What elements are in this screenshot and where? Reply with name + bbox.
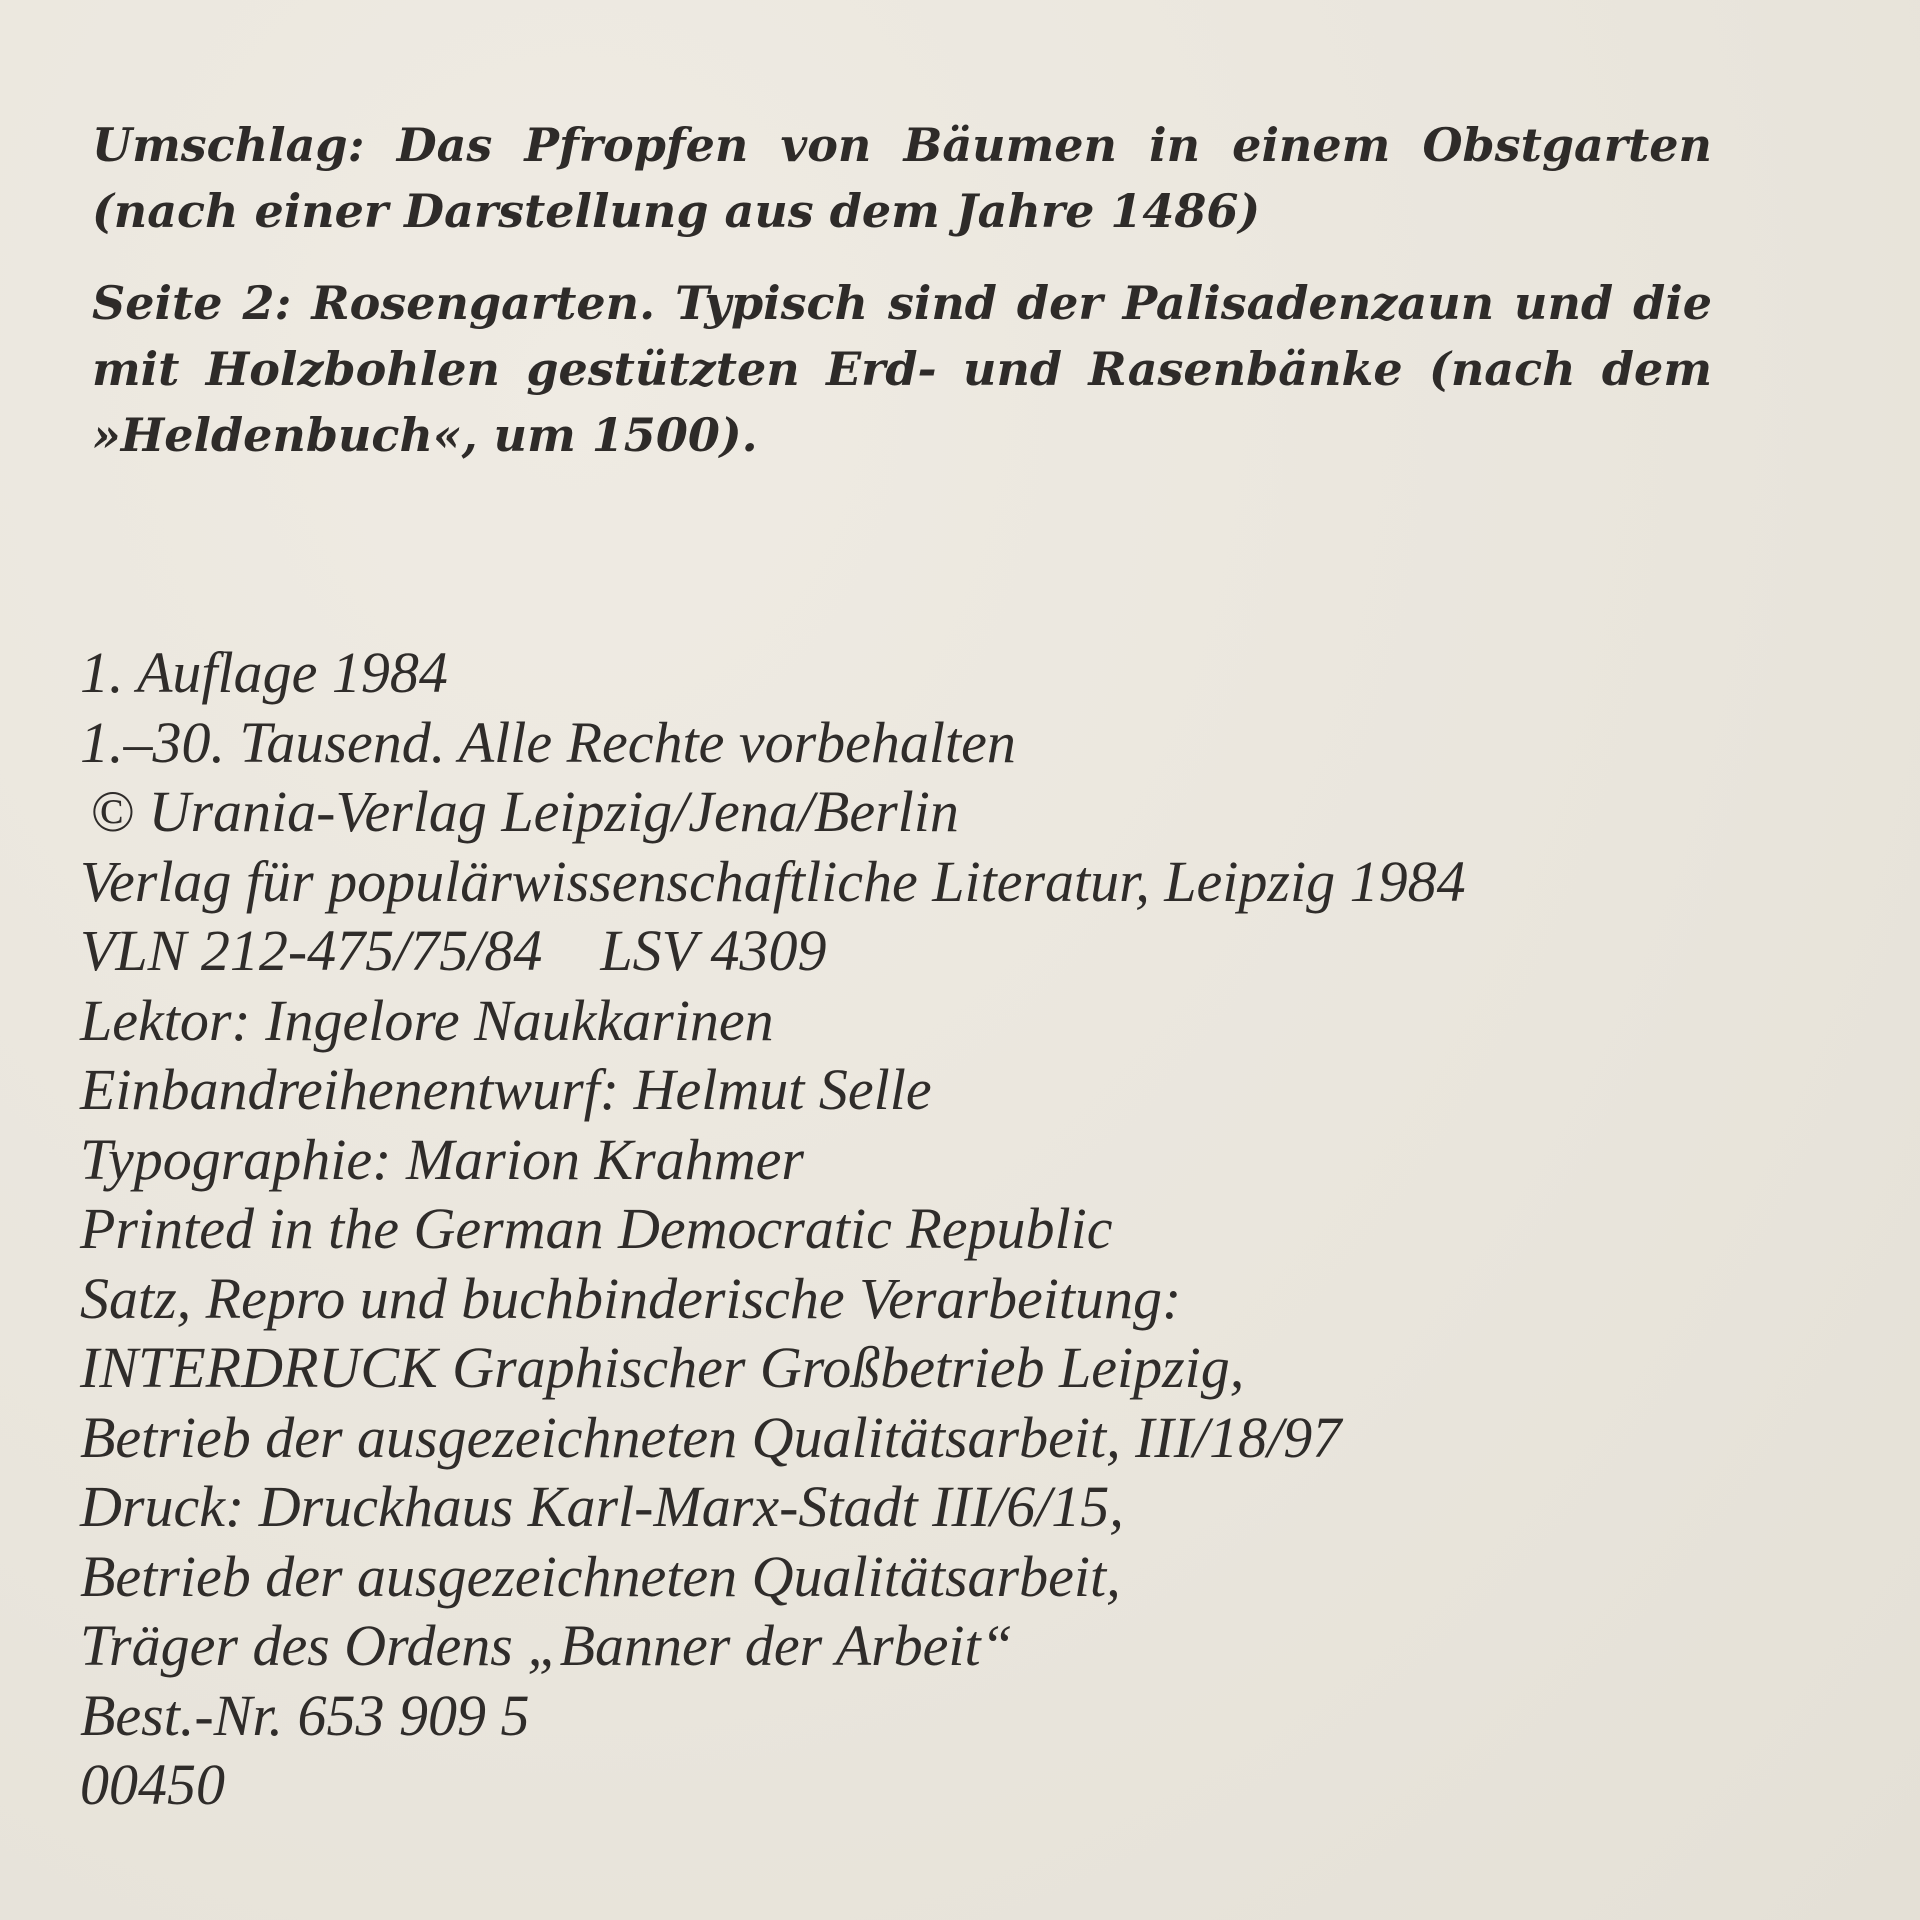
typography-line: Typographie: Marion Krahmer <box>80 1126 804 1192</box>
cover-caption: Umschlag: Das Pfropfen von Bäumen in einem Obstgarten (nach einer Darstellung aus dem Jahre 1486) <box>92 118 1712 238</box>
printed-in-line: Printed in the German Democratic Republic <box>80 1196 1113 1261</box>
vln-number: VLN 212-475/75/84 <box>80 918 543 983</box>
binding-design-line: Einbandreihenentwurf: Helmut Selle <box>80 1057 932 1122</box>
print-run-line: 1.–30. Tausend. Alle Rechte vorbehalten <box>80 709 1016 775</box>
interdruck-line: INTERDRUCK Graphischer Großbetrieb Leipzig, <box>80 1335 1245 1400</box>
printing-line: Druck: Druckhaus Karl-Marx-Stadt III/6/15, <box>80 1474 1124 1539</box>
publisher-line: Verlag für populärwissenschaftliche Literatur, Leipzig 1984 <box>80 848 1466 914</box>
interdruck-award-line: Betrieb der ausgezeichneten Qualitätsarbeit, III/18/97 <box>80 1404 1342 1470</box>
typesetting-line: Satz, Repro und buchbinderische Verarbeitung: <box>80 1265 1182 1331</box>
editor-line: Lektor: Ingelore Naukkarinen <box>80 987 774 1053</box>
copyright-line: © Urania-Verlag Leipzig/Jena/Berlin <box>90 779 959 844</box>
edition-line: 1. Auflage 1984 <box>80 640 448 705</box>
page2-caption: Seite 2: Rosengarten. Typisch sind der Palisadenzaun und die mit Holzbohlen gestützten Erd- und Rasenbänke (nach dem »Heldenbuch«, um 1500). <box>92 276 1712 462</box>
order-banner-line: Träger des Ordens „Banner der Arbeit“ <box>80 1613 1013 1678</box>
price-code-line: 00450 <box>80 1752 225 1817</box>
license-line <box>80 916 1780 986</box>
printing-award-line: Betrieb der ausgezeichneten Qualitätsarbeit, <box>80 1543 1121 1609</box>
lsv-number: LSV 4309 <box>600 918 827 983</box>
order-number-line: Best.-Nr. 653 909 5 <box>80 1682 530 1748</box>
imprint-block <box>80 638 1780 1820</box>
illustration-captions <box>92 112 1712 494</box>
